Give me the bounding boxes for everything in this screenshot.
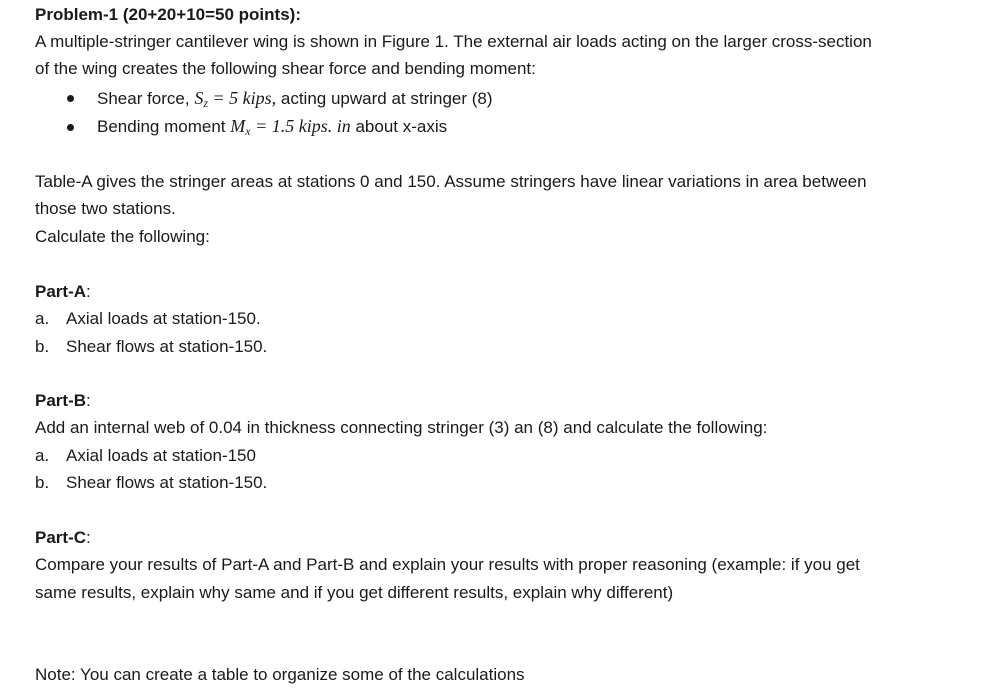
math-subscript: z xyxy=(203,96,208,110)
bullet-suffix: acting upward at stringer (8) xyxy=(276,89,493,108)
table-line-2: those two stations. xyxy=(35,199,176,218)
part-b-item-a xyxy=(35,445,256,467)
bullet-bending-moment xyxy=(97,115,447,138)
math-expression xyxy=(230,116,350,136)
part-c-line-2: same results, explain why same and if you get different results, explain why different) xyxy=(35,583,674,602)
part-c-line-1: Compare your results of Part-A and Part-B and explain your results with proper reasoning (example: if you get xyxy=(35,555,860,574)
math-expression xyxy=(194,88,276,108)
bullet-prefix: Bending moment xyxy=(97,117,231,136)
list-marker: a. xyxy=(35,309,50,328)
list-marker: b. xyxy=(35,473,50,492)
list-item-text: Shear flows at station-150. xyxy=(66,337,268,356)
part-a-item-a xyxy=(35,308,261,330)
heading-label: Part-B xyxy=(35,391,87,410)
math-value: = 1.5 kips. in xyxy=(250,116,351,136)
part-a-item-b xyxy=(35,336,267,358)
math-symbol: M xyxy=(230,116,246,136)
calculate-prompt: Calculate the following: xyxy=(35,227,210,246)
list-item-text: Axial loads at station-150. xyxy=(66,309,261,328)
problem-title: Problem-1 (20+20+10=50 points): xyxy=(35,5,301,24)
bullet-prefix: Shear force, xyxy=(97,89,195,108)
table-line-1: Table-A gives the stringer areas at stations 0 and 150. Assume stringers have linear variations in area between xyxy=(35,172,867,191)
bullet-shear-force xyxy=(97,87,493,110)
heading-label: Part-C xyxy=(35,528,87,547)
math-symbol: S xyxy=(194,88,204,108)
intro-line-2: of the wing creates the following shear force and bending moment: xyxy=(35,59,536,78)
list-item-text: Axial loads at station-150 xyxy=(66,446,256,465)
list-item-text: Shear flows at station-150. xyxy=(66,473,268,492)
list-marker: a. xyxy=(35,446,50,465)
part-b-heading: Part-B: xyxy=(35,391,91,410)
list-marker: b. xyxy=(35,337,50,356)
math-subscript: x xyxy=(245,124,251,138)
part-a-heading: Part-A: xyxy=(35,282,91,301)
bullet-dot xyxy=(67,124,74,131)
bullet-dot xyxy=(67,95,74,102)
part-b-item-b xyxy=(35,472,267,494)
part-b-intro: Add an internal web of 0.04 in thickness connecting stringer (3) an (8) and calculate the following: xyxy=(35,418,768,437)
bullet-suffix: about x-axis xyxy=(350,117,448,136)
heading-label: Part-A xyxy=(35,282,87,301)
part-c-heading: Part-C: xyxy=(35,528,91,547)
intro-line-1: A multiple-stringer cantilever wing is shown in Figure 1. The external air loads acting on the larger cross-section xyxy=(35,32,872,51)
note-text: Note: You can create a table to organize some of the calculations xyxy=(35,665,525,684)
math-value: = 5 kips, xyxy=(208,88,277,108)
